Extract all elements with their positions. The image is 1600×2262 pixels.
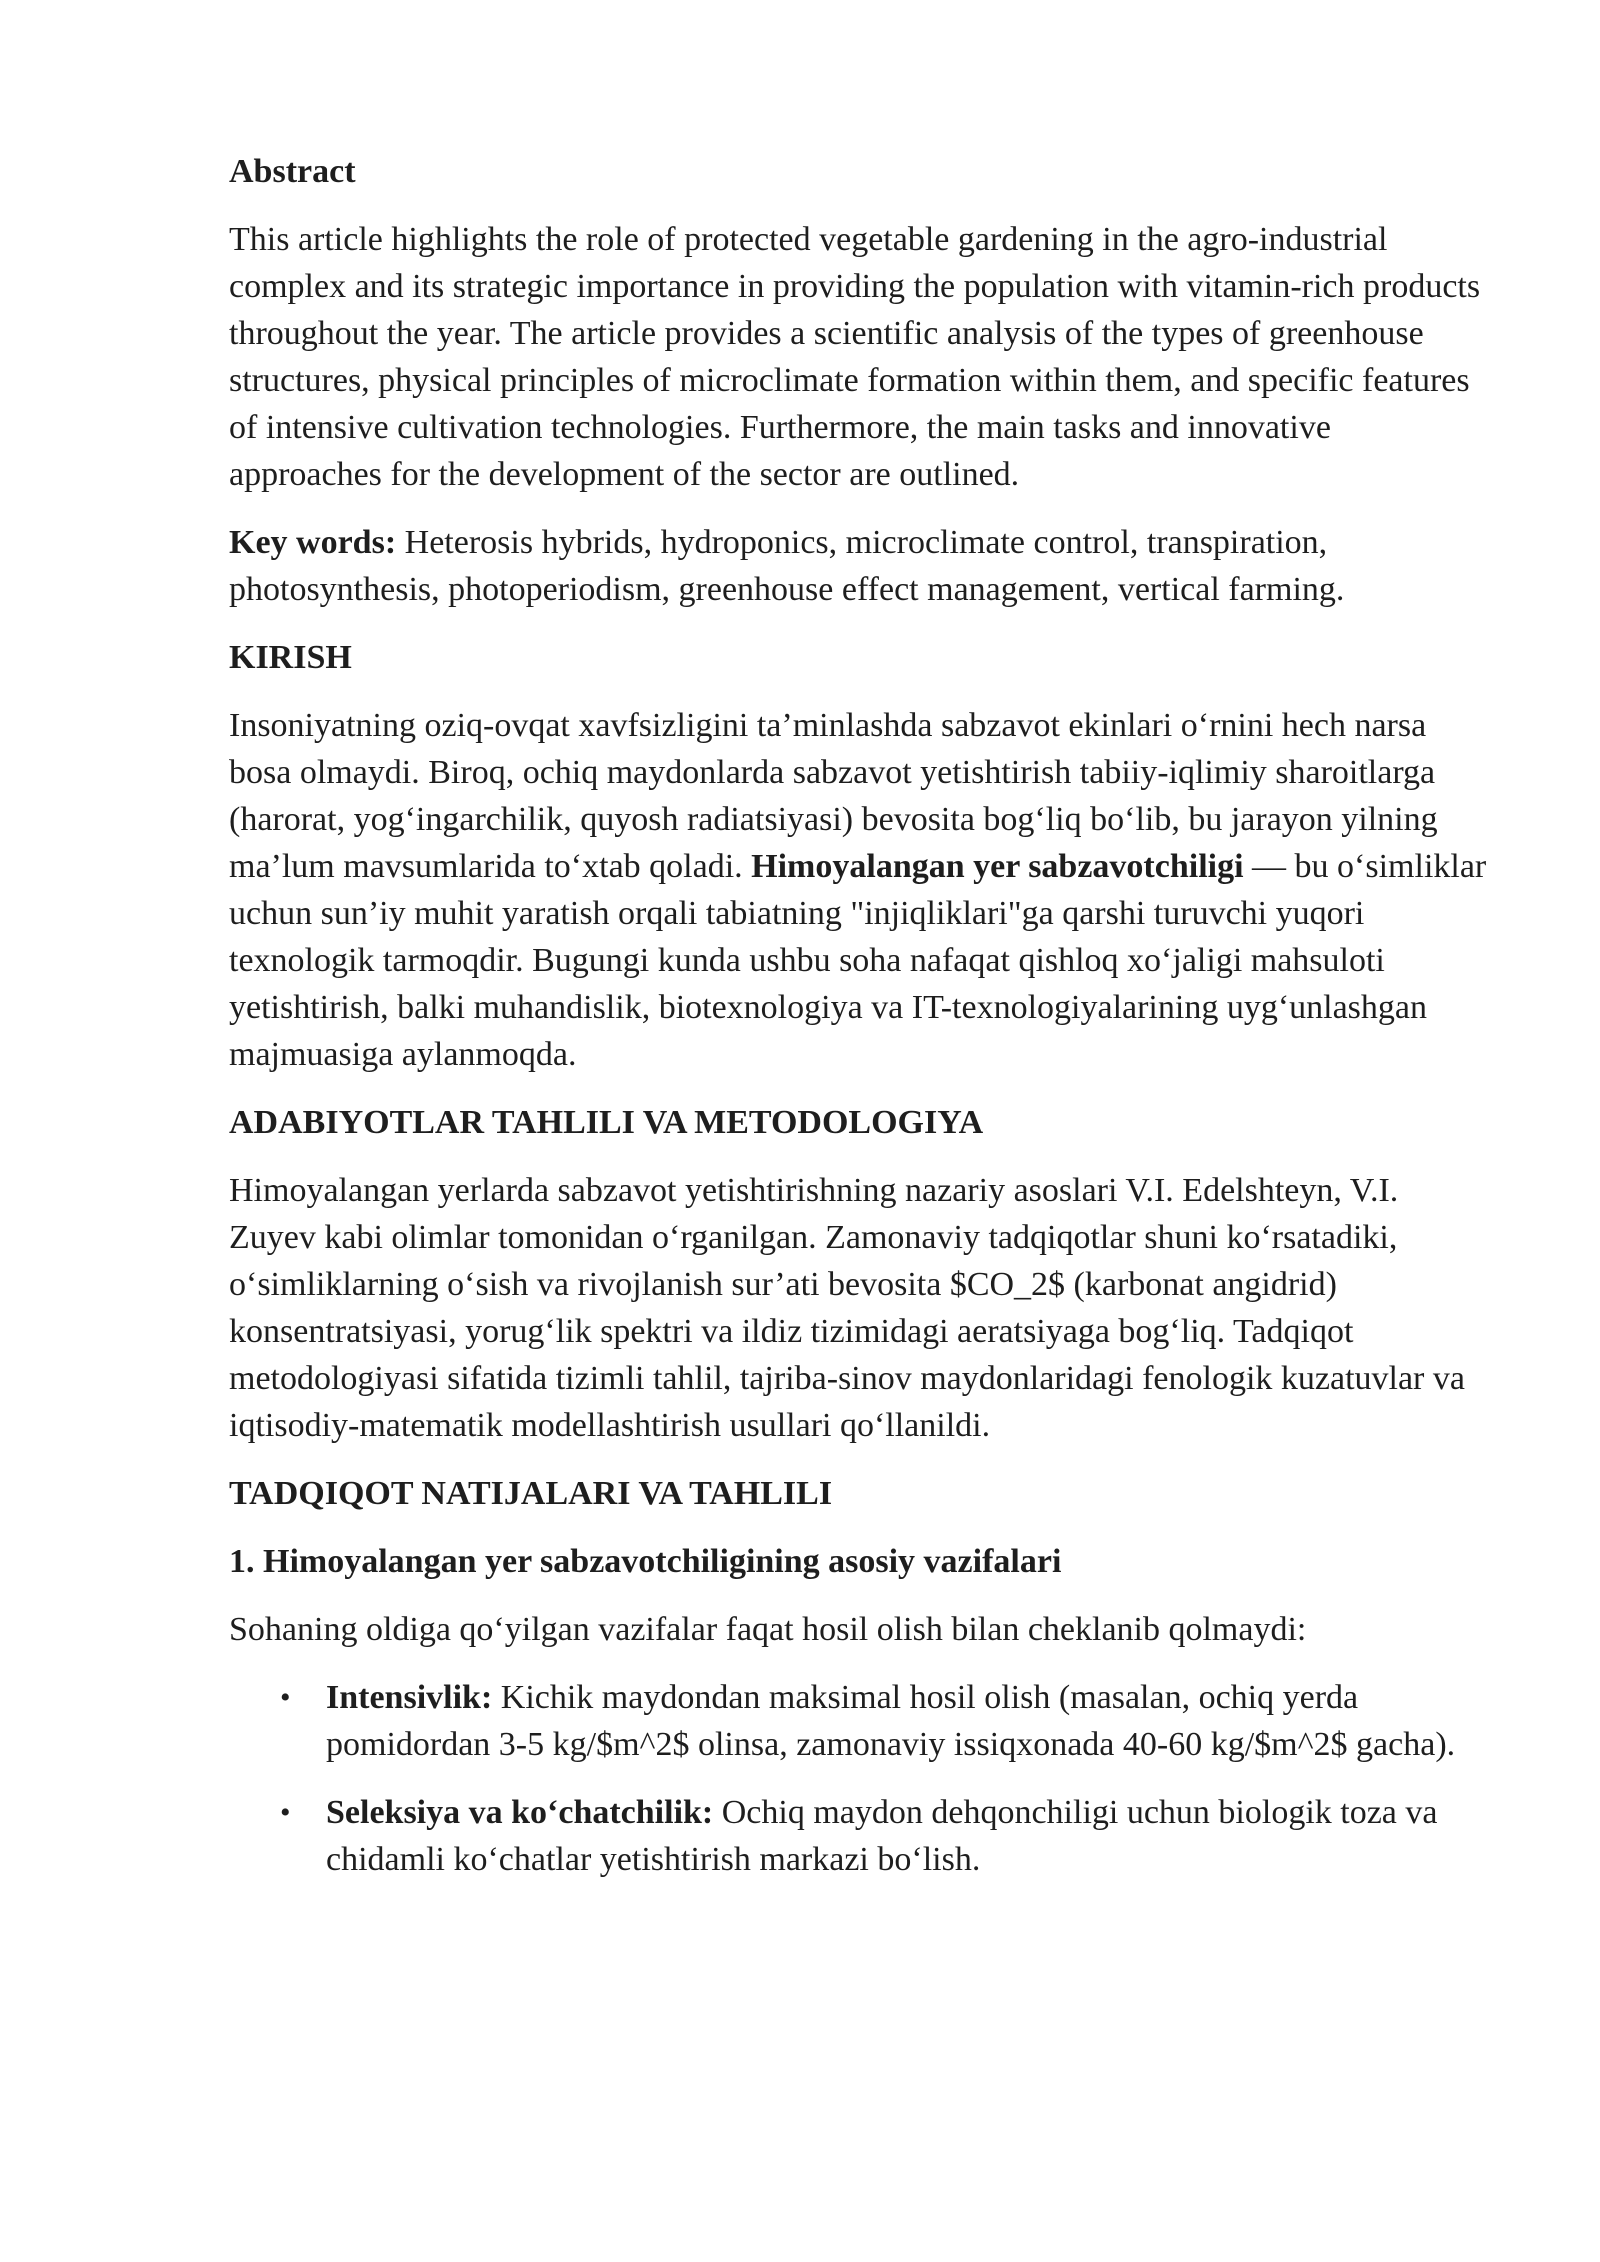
kirish-text-part1: Insoniyatning oziq-ovqat xavfsizligini ta’minlashda sabzavot ekinlari o‘rnini hech narsa bosa olmaydi. Biroq, ochiq maydonlarda sabzavot yetishtirish tabiiy-iqlimiy sharoitlarga (harorat, yog‘ingarchilik, quyosh radiatsiyasi) bevosita bog‘liq bo‘lib, bu jarayon yilning ma’lum mavsumlarida to‘xtab qoladi. xyxy=(229,707,1438,885)
abstract-heading: Abstract xyxy=(229,153,356,190)
abstract-paragraph: This article highlights the role of protected vegetable gardening in the agro-industrial complex and its strategic importance in providing the population with vitamin-rich products throughout the year. The article provides a scientific analysis of the types of greenhouse structures, physical principles of microclimate formation within them, and specific features of intensive cultivation technologies. Furthermore, the main tasks and innovative approaches for the development of the sector are outlined. xyxy=(229,221,1481,493)
keywords-text: Heterosis hybrids, hydroponics, microclimate control, transpiration, photosynthesis, photoperiodism, greenhouse effect management, vertical farming. xyxy=(229,524,1345,608)
keywords-paragraph xyxy=(229,519,1489,613)
natijalar-intro: Sohaning oldiga qo‘yilgan vazifalar faqat hosil olish bilan cheklanib qolmaydi: xyxy=(229,1611,1307,1648)
list-item-text: Kichik maydondan maksimal hosil olish (masalan, ochiq yerda pomidordan 3-5 kg/$m^2$ olinsa, zamonaviy issiqxonada 40-60 kg/$m^2$ gacha). xyxy=(326,1679,1456,1763)
kirish-heading: KIRISH xyxy=(229,639,352,676)
bullet-icon: • xyxy=(280,1681,291,1714)
list-item-text: Ochiq maydon dehqonchiligi uchun biologik toza va chidamli ko‘chatlar yetishtirish markazi bo‘lish. xyxy=(326,1794,1438,1878)
kirish-paragraph xyxy=(229,702,1489,1078)
list-item-label: Intensivlik: xyxy=(326,1679,493,1716)
document-page xyxy=(229,148,1489,1904)
adabiyotlar-paragraph: Himoyalangan yerlarda sabzavot yetishtirishning nazariy asoslari V.I. Edelshteyn, V.I. Zuyev kabi olimlar tomonidan o‘rganilgan. Zamonaviy tadqiqotlar shuni ko‘rsatadiki, o‘simliklarning o‘sish va rivojlanish sur’ati bevosita $CO_2$ (karbonat angidrid) konsentratsiyasi, yorug‘lik spektri va ildiz tizimidagi aeratsiyaga bog‘liq. Tadqiqot metodologiyasi sifatida tizimli tahlil, tajriba-sinov maydonlaridagi fenologik kuzatuvlar va iqtisodiy-matematik modellashtirish usullari qo‘llanildi. xyxy=(229,1172,1465,1444)
natijalar-subheading: 1. Himoyalangan yer sabzavotchiligining asosiy vazifalari xyxy=(229,1543,1062,1580)
adabiyotlar-heading: ADABIYOTLAR TAHLILI VA METODOLOGIYA xyxy=(229,1104,984,1141)
list-item xyxy=(229,1674,1489,1768)
kirish-bold-term: Himoyalangan yer sabzavotchiligi xyxy=(751,848,1244,885)
list-item-label: Seleksiya va ko‘chatchilik: xyxy=(326,1794,714,1831)
tasks-list xyxy=(229,1674,1489,1883)
bullet-icon: • xyxy=(280,1796,291,1829)
keywords-label: Key words: xyxy=(229,524,397,561)
list-item xyxy=(229,1789,1489,1883)
kirish-text-part2: — bu o‘simliklar uchun sun’iy muhit yaratish orqali tabiatning "injiqliklari"ga qarshi turuvchi yuqori texnologik tarmoqdir. Bugungi kunda ushbu soha nafaqat qishloq xo‘jaligi mahsuloti yetishtirish, balki muhandislik, biotexnologiya va IT-texnologiyalarining uyg‘unlashgan majmuasiga aylanmoqda. xyxy=(229,848,1487,1073)
natijalar-heading: TADQIQOT NATIJALARI VA TAHLILI xyxy=(229,1475,833,1512)
